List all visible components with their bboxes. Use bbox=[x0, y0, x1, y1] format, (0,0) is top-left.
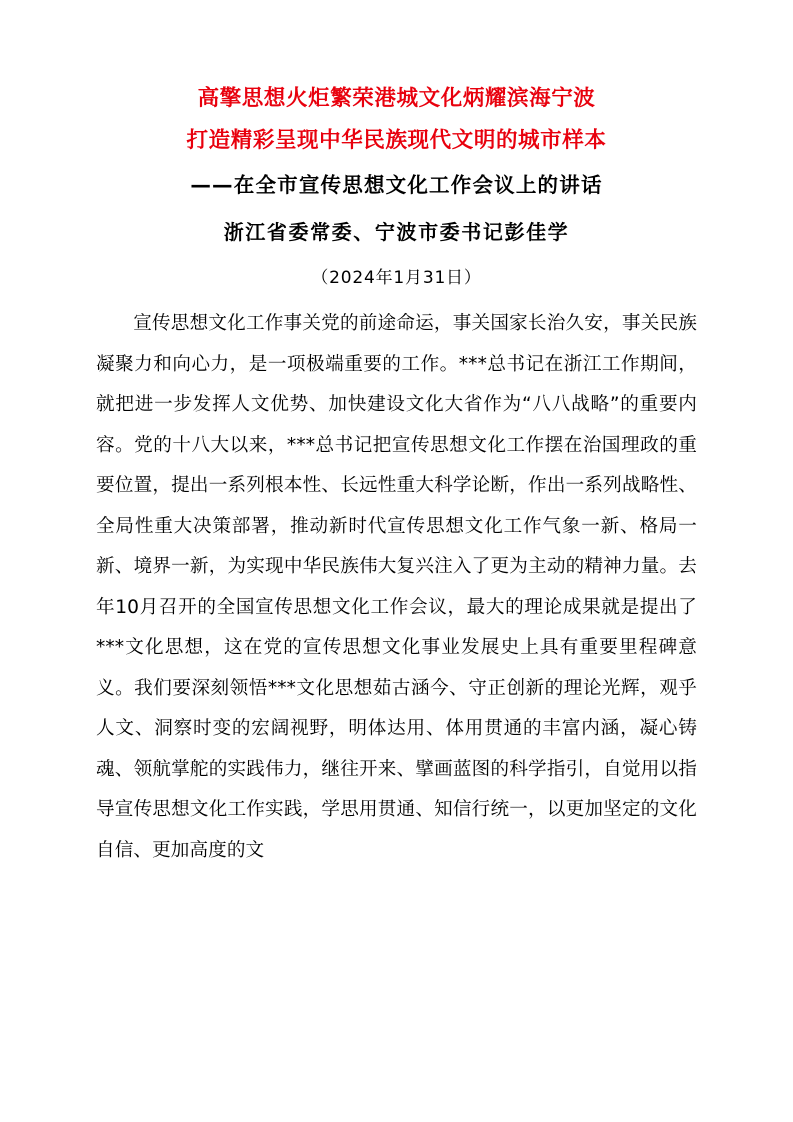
document-body bbox=[96, 78, 697, 871]
document-dateline: （2024年1月31日） bbox=[311, 268, 482, 288]
document-byline: 浙江省委常委、宁波市委书记彭佳学 bbox=[223, 220, 570, 244]
document-title-line-2: 打造精彩呈现中华民族现代文明的城市样本 bbox=[186, 128, 607, 153]
document-paragraph-1: 宣传思想文化工作事关党的前途命运，事关国家长治久安，事关民族凝聚力和向心力，是一项极端重要的工作。***总书记在浙江工作期间，就把进一步发挥人文优势、加快建设文化大省作为“八八战略”的重要内容。党的十八大以来，***总书记把宣传思想文化工作摆在治国理政的重要位置，提出一系列根本性、长远性重大科学论断，作出一系列战略性、全局性重大决策部署，推动新时代宣传思想文化工作气象一新、格局一新、境界一新，为实现中华民族伟大复兴注入了更为主动的精神力量。去年10月召开的全国宣传思想文化工作会议，最大的理论成果就是提出了***文化思想，这在党的宣传思想文化事业发展史上具有重要里程碑意义。我们要深刻领悟***文化思想茹古涵今、守正创新的理论光辉，观乎人文、洞察时变的宏阔视野，明体达用、体用贯通的丰富内涵，凝心铸魂、领航掌舵的实践伟力，继往开来、擘画蓝图的科学指引，自觉用以指导宣传思想文化工作实践，学思用贯通、知信行统一，以更加坚定的文化自信、更加高度的文 bbox=[96, 313, 697, 861]
document-subtitle: ——在全市宣传思想文化工作会议上的讲话 bbox=[190, 173, 603, 197]
document-title-line-1: 高擎思想火炬繁荣港城文化炳耀滨海宁波 bbox=[197, 86, 596, 111]
